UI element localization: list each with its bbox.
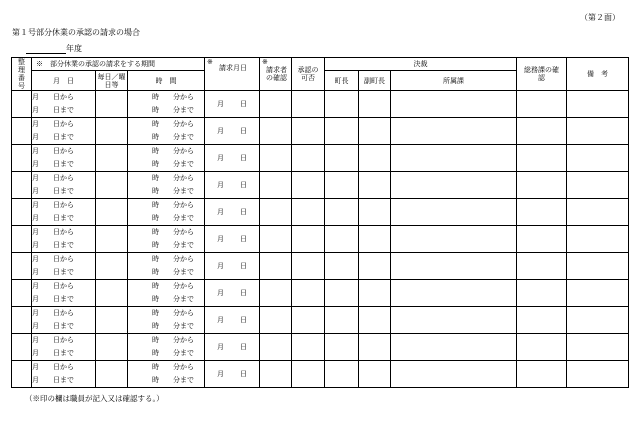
requester-confirm-cell[interactable] <box>260 91 292 118</box>
weekday-cell[interactable] <box>96 172 128 199</box>
requester-confirm-cell[interactable] <box>260 334 292 361</box>
period-cell[interactable]: 月 日から 月 日まで <box>32 334 96 361</box>
department-cell[interactable] <box>391 226 517 253</box>
period-cell[interactable]: 月 日から 月 日まで <box>32 91 96 118</box>
period-cell[interactable]: 月 日から 月 日まで <box>32 118 96 145</box>
remarks-cell[interactable] <box>567 253 629 280</box>
approval-cell[interactable] <box>292 172 325 199</box>
general-affairs-cell[interactable] <box>517 118 567 145</box>
remarks-cell[interactable] <box>567 172 629 199</box>
approval-cell[interactable] <box>292 307 325 334</box>
weekday-cell[interactable] <box>96 145 128 172</box>
approval-cell[interactable] <box>292 145 325 172</box>
remarks-cell[interactable] <box>567 118 629 145</box>
table-row <box>12 280 629 307</box>
vice-mayor-cell[interactable] <box>359 118 391 145</box>
requester-confirm-cell[interactable] <box>260 226 292 253</box>
table-row <box>12 307 629 334</box>
vice-mayor-cell[interactable] <box>359 307 391 334</box>
year-label: 年度 <box>66 44 82 53</box>
seiri-bangou-cell[interactable] <box>12 361 32 388</box>
request-date-cell[interactable]: 月 日 <box>205 118 260 145</box>
weekday-cell[interactable] <box>96 334 128 361</box>
vice-mayor-cell[interactable] <box>359 361 391 388</box>
weekday-cell[interactable] <box>96 253 128 280</box>
approval-cell[interactable] <box>292 226 325 253</box>
mayor-cell[interactable] <box>325 334 359 361</box>
seiri-bangou-cell[interactable] <box>12 145 32 172</box>
requester-confirm-cell[interactable] <box>260 199 292 226</box>
requester-confirm-cell[interactable] <box>260 307 292 334</box>
footnote: （※印の欄は職員が記入又は確認する。） <box>25 394 164 403</box>
table-row <box>12 226 629 253</box>
period-cell[interactable]: 月 日から 月 日まで <box>32 253 96 280</box>
header-seiri-bangou: 整理番号 <box>12 58 32 91</box>
mayor-cell[interactable] <box>325 253 359 280</box>
department-cell[interactable] <box>391 253 517 280</box>
table-row <box>12 172 629 199</box>
weekday-cell[interactable] <box>96 226 128 253</box>
requester-confirm-cell[interactable] <box>260 253 292 280</box>
mayor-cell[interactable] <box>325 361 359 388</box>
department-cell[interactable] <box>391 118 517 145</box>
approval-cell[interactable] <box>292 361 325 388</box>
department-cell[interactable] <box>391 334 517 361</box>
time-cell[interactable]: 時 分から 時 分まで <box>128 253 205 280</box>
remarks-cell[interactable] <box>567 307 629 334</box>
requester-confirm-cell[interactable] <box>260 280 292 307</box>
time-cell[interactable]: 時 分から 時 分まで <box>128 172 205 199</box>
period-cell[interactable]: 月 日から 月 日まで <box>32 226 96 253</box>
general-affairs-cell[interactable] <box>517 172 567 199</box>
vice-mayor-cell[interactable] <box>359 172 391 199</box>
seiri-bangou-cell[interactable] <box>12 172 32 199</box>
header-weekday: 毎日／曜日等 <box>96 70 128 90</box>
time-cell[interactable]: 時 分から 時 分まで <box>128 280 205 307</box>
request-date-cell[interactable]: 月 日 <box>205 91 260 118</box>
general-affairs-cell[interactable] <box>517 307 567 334</box>
remarks-cell[interactable] <box>567 91 629 118</box>
time-cell[interactable]: 時 分から 時 分まで <box>128 145 205 172</box>
mayor-cell[interactable] <box>325 91 359 118</box>
department-cell[interactable] <box>391 199 517 226</box>
header-approval: 承認の可否 <box>292 58 325 91</box>
vice-mayor-cell[interactable] <box>359 334 391 361</box>
seiri-bangou-cell[interactable] <box>12 280 32 307</box>
request-date-cell[interactable]: 月 日 <box>205 361 260 388</box>
table-row <box>12 253 629 280</box>
table-row <box>12 334 629 361</box>
request-date-cell[interactable]: 月 日 <box>205 199 260 226</box>
remarks-cell[interactable] <box>567 361 629 388</box>
approval-cell[interactable] <box>292 199 325 226</box>
table-row <box>12 118 629 145</box>
request-date-cell[interactable]: 月 日 <box>205 253 260 280</box>
time-cell[interactable]: 時 分から 時 分まで <box>128 334 205 361</box>
seiri-bangou-cell[interactable] <box>12 253 32 280</box>
general-affairs-cell[interactable] <box>517 91 567 118</box>
time-cell[interactable]: 時 分から 時 分まで <box>128 118 205 145</box>
time-cell[interactable]: 時 分から 時 分まで <box>128 91 205 118</box>
requester-confirm-cell[interactable] <box>260 361 292 388</box>
vice-mayor-cell[interactable] <box>359 226 391 253</box>
mayor-cell[interactable] <box>325 118 359 145</box>
requester-confirm-cell[interactable] <box>260 118 292 145</box>
approval-cell[interactable] <box>292 280 325 307</box>
mayor-cell[interactable] <box>325 172 359 199</box>
seiri-bangou-cell[interactable] <box>12 118 32 145</box>
request-date-cell[interactable]: 月 日 <box>205 172 260 199</box>
request-date-cell[interactable]: 月 日 <box>205 307 260 334</box>
remarks-cell[interactable] <box>567 199 629 226</box>
remarks-cell[interactable] <box>567 145 629 172</box>
vice-mayor-cell[interactable] <box>359 253 391 280</box>
request-date-cell[interactable]: 月 日 <box>205 334 260 361</box>
header-general-affairs: 総務課の確認 <box>517 58 567 91</box>
department-cell[interactable] <box>391 361 517 388</box>
general-affairs-cell[interactable] <box>517 253 567 280</box>
table-row <box>12 145 629 172</box>
general-affairs-cell[interactable] <box>517 226 567 253</box>
header-time: 時 間 <box>128 70 205 90</box>
period-cell[interactable]: 月 日から 月 日まで <box>32 199 96 226</box>
header-requester-confirm: ※ 請求者の確認 <box>260 58 292 91</box>
general-affairs-cell[interactable] <box>517 145 567 172</box>
seiri-bangou-cell[interactable] <box>12 91 32 118</box>
period-cell[interactable]: 月 日から 月 日まで <box>32 280 96 307</box>
remarks-cell[interactable] <box>567 226 629 253</box>
weekday-cell[interactable] <box>96 307 128 334</box>
document-title: 第１号部分休業の承認の請求の場合 <box>12 28 140 37</box>
seiri-bangou-cell[interactable] <box>12 307 32 334</box>
mayor-cell[interactable] <box>325 307 359 334</box>
requester-confirm-cell[interactable] <box>260 145 292 172</box>
request-table <box>11 57 629 388</box>
request-date-cell[interactable]: 月 日 <box>205 280 260 307</box>
header-vice-mayor: 副町長 <box>359 70 391 90</box>
department-cell[interactable] <box>391 307 517 334</box>
department-cell[interactable] <box>391 145 517 172</box>
time-cell[interactable]: 時 分から 時 分まで <box>128 361 205 388</box>
vice-mayor-cell[interactable] <box>359 145 391 172</box>
header-request-date: ※ 請求月日 <box>205 58 260 91</box>
general-affairs-cell[interactable] <box>517 361 567 388</box>
requester-confirm-cell[interactable] <box>260 172 292 199</box>
header-period-group: ※ 部分休業の承認の請求をする期間 <box>32 58 205 71</box>
weekday-cell[interactable] <box>96 199 128 226</box>
seiri-bangou-cell[interactable] <box>12 199 32 226</box>
table-row <box>12 361 629 388</box>
period-cell[interactable]: 月 日から 月 日まで <box>32 307 96 334</box>
approval-cell[interactable] <box>292 91 325 118</box>
year-input-line[interactable] <box>26 45 66 54</box>
table-row <box>12 199 629 226</box>
vice-mayor-cell[interactable] <box>359 91 391 118</box>
general-affairs-cell[interactable] <box>517 199 567 226</box>
mayor-cell[interactable] <box>325 280 359 307</box>
mayor-cell[interactable] <box>325 199 359 226</box>
approval-cell[interactable] <box>292 118 325 145</box>
time-cell[interactable]: 時 分から 時 分まで <box>128 307 205 334</box>
period-cell[interactable]: 月 日から 月 日まで <box>32 361 96 388</box>
period-cell[interactable]: 月 日から 月 日まで <box>32 172 96 199</box>
remarks-cell[interactable] <box>567 334 629 361</box>
mayor-cell[interactable] <box>325 145 359 172</box>
mayor-cell[interactable] <box>325 226 359 253</box>
department-cell[interactable] <box>391 280 517 307</box>
approval-cell[interactable] <box>292 334 325 361</box>
header-remarks: 備 考 <box>567 58 629 91</box>
weekday-cell[interactable] <box>96 280 128 307</box>
weekday-cell[interactable] <box>96 91 128 118</box>
header-department: 所属課 <box>391 70 517 90</box>
period-cell[interactable]: 月 日から 月 日まで <box>32 145 96 172</box>
department-cell[interactable] <box>391 172 517 199</box>
header-mayor: 町長 <box>325 70 359 90</box>
general-affairs-cell[interactable] <box>517 280 567 307</box>
seiri-bangou-cell[interactable] <box>12 226 32 253</box>
time-cell[interactable]: 時 分から 時 分まで <box>128 199 205 226</box>
page-label: （第２面） <box>580 13 620 22</box>
request-date-cell[interactable]: 月 日 <box>205 145 260 172</box>
time-cell[interactable]: 時 分から 時 分まで <box>128 226 205 253</box>
request-date-cell[interactable]: 月 日 <box>205 226 260 253</box>
general-affairs-cell[interactable] <box>517 334 567 361</box>
approval-cell[interactable] <box>292 253 325 280</box>
header-decision: 決裁 <box>325 58 517 71</box>
weekday-cell[interactable] <box>96 361 128 388</box>
vice-mayor-cell[interactable] <box>359 199 391 226</box>
vice-mayor-cell[interactable] <box>359 280 391 307</box>
header-month-day: 月 日 <box>32 70 96 90</box>
weekday-cell[interactable] <box>96 118 128 145</box>
remarks-cell[interactable] <box>567 280 629 307</box>
table-row <box>12 91 629 118</box>
department-cell[interactable] <box>391 91 517 118</box>
seiri-bangou-cell[interactable] <box>12 334 32 361</box>
